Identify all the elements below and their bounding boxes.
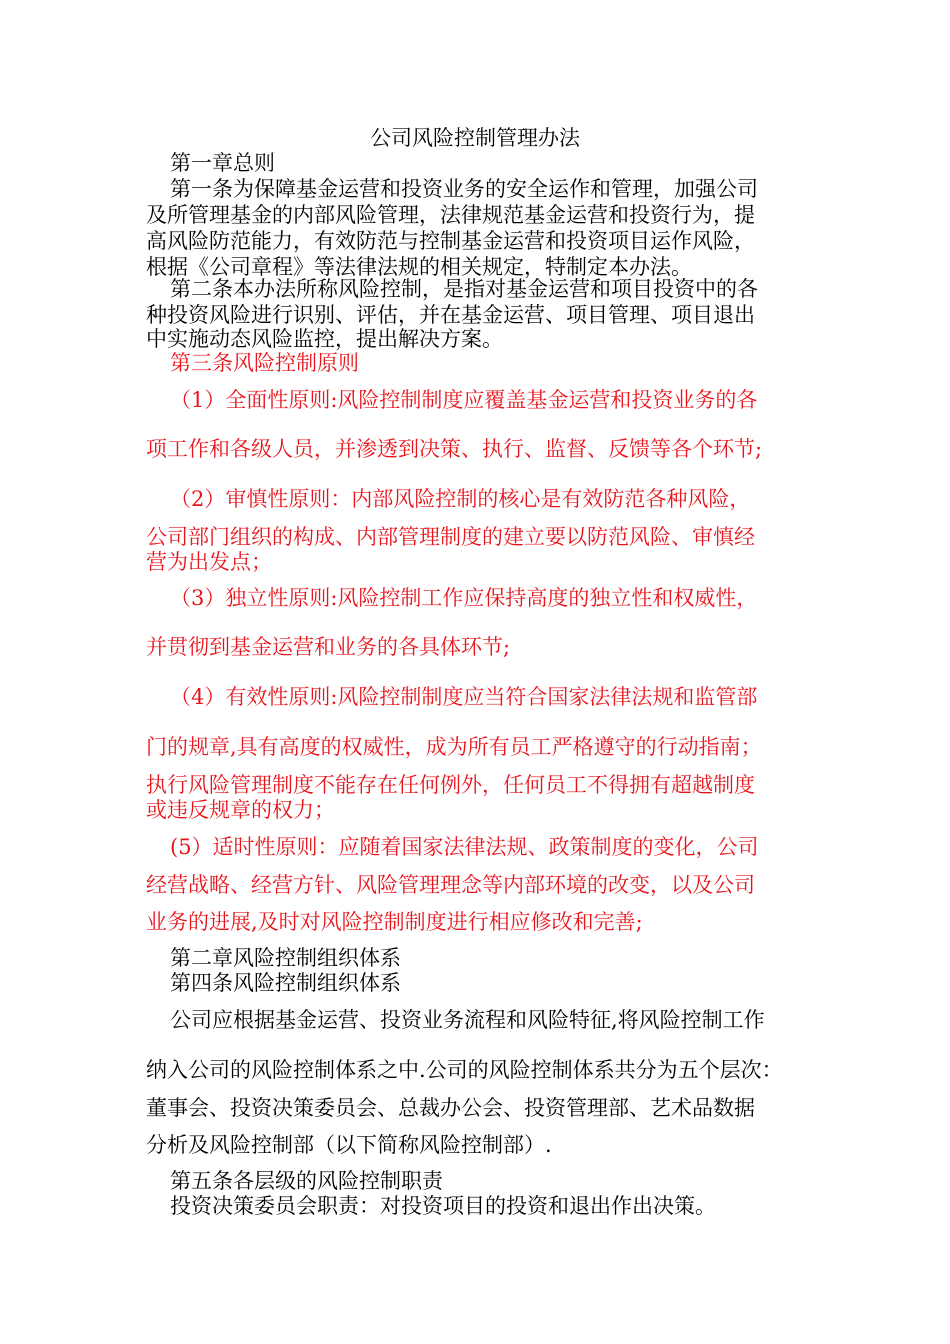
section-heading: 第四条风险控制组织体系: [170, 971, 401, 995]
paragraph-line: 公司应根据基金运营、投资业务流程和风险特征,将风险控制工作: [170, 1008, 765, 1032]
paragraph-line: 中实施动态风险监控，提出解决方案。: [146, 327, 503, 351]
principle-line: 营为出发点；: [146, 550, 272, 574]
principle-line: （4）有效性原则:风险控制制度应当符合国家法律法规和监管部: [170, 685, 758, 709]
paragraph-line: 董事会、投资决策委员会、总裁办公会、投资管理部、艺术品数据: [146, 1096, 755, 1120]
section-heading: 第三条风险控制原则: [170, 351, 359, 375]
principle-line: 执行风险管理制度不能存在任何例外，任何员工不得拥有超越制度: [146, 773, 755, 797]
chapter-heading: 第一章总则: [170, 151, 275, 175]
principle-line: 经营战略、经营方针、风险管理理念等内部环境的改变，以及公司: [146, 873, 755, 897]
paragraph-line: 种投资风险进行识别、评估，并在基金运营、项目管理、项目退出: [146, 303, 755, 327]
chapter-heading: 第二章风险控制组织体系: [170, 946, 401, 970]
paragraph-line: 根据《公司章程》等法律法规的相关规定，特制定本办法。: [146, 255, 692, 279]
principle-line: （1）全面性原则:风险控制制度应覆盖基金运营和投资业务的各: [170, 388, 758, 412]
principle-line: (5）适时性原则：应随着国家法律法规、政策制度的变化，公司: [170, 835, 759, 859]
paragraph-line: 及所管理基金的内部风险管理，法律规范基金运营和投资行为，提: [146, 203, 755, 227]
principle-line: 或违反规章的权力；: [146, 798, 335, 822]
paragraph-line: 投资决策委员会职责：对投资项目的投资和退出作出决策。: [170, 1194, 716, 1218]
paragraph-line: 高风险防范能力，有效防范与控制基金运营和投资项目运作风险，: [146, 229, 755, 253]
principle-line: （2）审慎性原则：内部风险控制的核心是有效防范各种风险，: [170, 487, 751, 511]
principle-line: 门的规章,具有高度的权威性，成为所有员工严格遵守的行动指南；: [146, 735, 762, 759]
paragraph-line: 第一条为保障基金运营和投资业务的安全运作和管理，加强公司: [170, 177, 758, 201]
principle-line: 业务的进展,及时对风险控制制度进行相应修改和完善;: [146, 910, 643, 934]
paragraph-line: 分析及风险控制部（以下简称风险控制部）.: [146, 1133, 552, 1157]
paragraph-line: 第二条本办法所称风险控制，是指对基金运营和项目投资中的各: [170, 277, 758, 301]
principle-line: 并贯彻到基金运营和业务的各具体环节;: [146, 635, 511, 659]
principle-line: 公司部门组织的构成、内部管理制度的建立要以防范风险、审慎经: [146, 525, 755, 549]
paragraph-line: 纳入公司的风险控制体系之中.公司的风险控制体系共分为五个层次：: [146, 1058, 783, 1082]
principle-line: （3）独立性原则:风险控制工作应保持高度的独立性和权威性，: [170, 586, 758, 610]
principle-line: 项工作和各级人员，并渗透到决策、执行、监督、反馈等各个环节;: [146, 437, 763, 461]
section-heading: 第五条各层级的风险控制职责: [170, 1169, 443, 1193]
document-title: 公司风险控制管理办法: [370, 126, 580, 150]
